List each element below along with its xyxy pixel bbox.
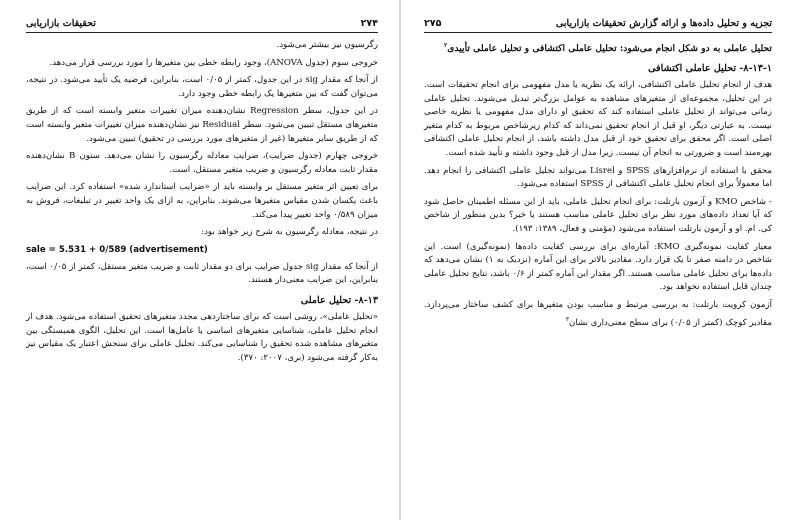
- right-running-title: تجزیه و تحلیل داده‌ها و ارائه گزارش تحقیقات بازاریابی: [555, 17, 772, 29]
- right-intro-text: تحلیل عاملی به دو شکل انجام می‌شود: تحلیل عاملی اکتشافی و تحلیل عاملی تأییدی: [447, 43, 772, 55]
- right-paragraph-4: معیار کفایت نمونه‌گیری KMO: آماره‌ای برای بررسی کفایت داده‌ها (نمونه‌گیری) است. این شاخص در دامنه صفر تا یک قرار دارد. مقادیر بالاتر برای این آماره (نزدیک به ۱) نشان می‌دهد که داده‌ها برای تحلیل عاملی مناسب هستند. اگر مقدار این آماره کمتر از ۰/۶ باشد، نتایج تحلیل عاملی چندان قابل استفاده نخواهد بود.: [424, 241, 773, 293]
- right-paragraph-2: محقق با استفاده از نرم‌افزارهای SPSS و Lisrel می‌تواند تحلیل عاملی اکتشافی را انجام دهد. اما معمولاً برای انجام تحلیل عاملی اکتشافی از SPSS استفاده می‌شود.: [424, 165, 772, 190]
- right-paragraph-5: [424, 299, 772, 330]
- kmo-footnote-marker: ۳: [565, 315, 570, 323]
- left-paragraph-5: خروجی چهارم (جدول ضرایب)، ضرایب معادله رگرسیون را نشان می‌دهد. ستون B نشان‌دهنده مقدار ثابت معادله رگرسیون و ضریب متغیر مستقل، است.: [26, 151, 378, 175]
- right-paragraph-3: - شاخص KMO و آزمون بارتلت: برای انجام تحلیل عاملی، باید از این مسئله اطمینان حاصل شود که آیا تعداد داده‌های مورد نظر برای تحلیل عاملی مناسب هستند یا خیر؟ بدین منظور از شاخص کی. ام. او و آزمون بارتلت استفاده می‌شود (مؤمنی و فعال، ۱۳۸۹: ۱۹۳).: [424, 196, 773, 234]
- left-section-paragraph: «تحلیل عاملی»، روشی است که برای ساختاردهی مجدد متغیرهای تحقیق استفاده می‌شود. هدف از انجام تحلیل عاملی، شناسایی متغیرهای اساسی یا عامل‌ها است. این تحلیل، الگوی همبستگی بین متغیرهای مشاهده شده تحقیق را شناسایی می‌کند. تحلیل عاملی برای سنجش اعتبار یک مقیاس نیز به‌کار گرفته می‌شود (بری، ۲۰۰۷: ۳۷۰).: [26, 311, 378, 363]
- right-intro-paragraph: [424, 39, 772, 56]
- right-paragraph-1: هدف از انجام تحلیل عاملی اکتشافی، ارائه یک نظریه یا مدل مفهومی برای انجام تحقیقات است. در این تحلیل، مجموعه‌ای از متغیرهای مشاهده به عوامل بزرگ‌تر تبدیل می‌شوند. تحلیل عاملی زمانی می‌تواند از تحلیل عاملی استفاده کند که تحقیق او دارای مدل مفهومی یا نظریه خاصی نیست. به عبارتی دیگر، او قبل از انجام تحقیق نمی‌داند که کدام زیرشاخص مربوط به کدام متغیر اصلی است. اگر محقق برای تحقیق خود از قبل مدل داشته باشد، از انجام تحلیل عاملی اکتشافی بهره‌مند است و ضرورتی به انجام آن نیست. زیرا مدل از قبل وجود داشته و تأیید شده است.: [424, 80, 772, 159]
- left-page-header: [26, 16, 378, 33]
- left-page-number: ۲۷۴: [360, 17, 378, 29]
- left-paragraph-8: از آنجا که مقدار sig جدول ضرایب برای دو مقدار ثابت و ضریب متغیر مستقل، کمتر از ۰/۰۵ است، بنابراین، این ضرایب معنی‌دار هستند.: [26, 261, 378, 286]
- regression-equation: sale = 5.531 + 0/589 (advertisement): [26, 244, 208, 255]
- left-paragraph-2: خروجی سوم (جدول ANOVA)، وجود رابطه خطی بین متغیرها را مورد بررسی قرار می‌دهد.: [49, 57, 378, 68]
- right-page: [400, 0, 800, 520]
- left-paragraph-3: از آنجا که مقدار sig در این جدول، کمتر از ۰/۰۵ است، بنابراین، فرضیه یک تأیید می‌شود. در نتیجه، می‌توان گفت که بین متغیرها یک رابطه خطی وجود دارد.: [26, 75, 378, 99]
- right-section-heading: ۸-۱۳-۱- تحلیل عاملی اکتشافی: [648, 63, 772, 75]
- right-page-header: [424, 16, 772, 33]
- left-section-heading: ۸-۱۳- تحلیل عاملی: [300, 294, 378, 306]
- intro-footnote-marker: ۲: [444, 42, 448, 49]
- left-paragraph-4: در این جدول، سطر Regression نشان‌دهنده میزان تغییرات متغیر وابسته است که از طریق متغیرهای مستقل تبیین می‌شود. سطر Residual نیز نشان‌دهنده میزان تغییرات متغیر وابسته است که از طریق سایر متغیرها (غیر از متغیرهای مورد بررسی در تحقیق) تبیین می‌شود.: [26, 106, 378, 144]
- left-paragraph-1: رگرسیون نیز بیشتر می‌شود.: [276, 40, 378, 50]
- right-paragraph-5-text: آزمون کرویت بارتلت: به بررسی مرتبط و مناسب بودن متغیرها برای کشف ساختار می‌پردازد. مقادیر کوچک (کمتر از ۰/۰۵) برای سطح معنی‌داری نشان: [424, 299, 772, 328]
- left-paragraph-6: برای تعیین اثر متغیر مستقل بر وابسته باید از «ضرایب استاندارد شده» استفاده کرد. این ضرایب باعث یکسان شدن مقیاس متغیرها می‌شوند. بنابراین، به ازای یک واحد تغییر در تبلیغات، فروش به میزان ۰/۵۸۹ واحد تغییر پیدا می‌کند.: [26, 182, 378, 220]
- left-running-title: تحقیقات بازاریابی: [26, 17, 96, 29]
- right-page-number: ۲۷۵: [424, 17, 442, 29]
- left-paragraph-7: در نتیجه، معادله رگرسیون به شرح زیر خواهد بود:: [201, 227, 378, 238]
